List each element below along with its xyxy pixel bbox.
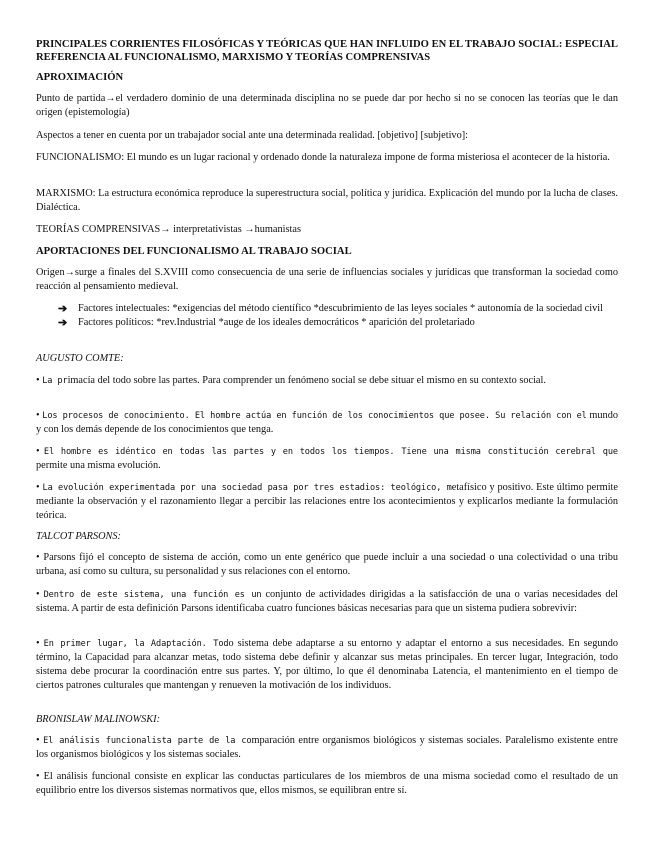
parsons-point-1 <box>36 551 618 579</box>
paragraph-aspectos: Aspectos a tener en cuenta por un trabajador social ante una determinada realidad. [objetivo] [subjetivo]: <box>36 130 469 141</box>
factor-politicos: Factores políticos: *rev.Industrial *auge de los ideales democráticos * aparición del proletariado <box>78 317 475 328</box>
comte-point-4-lead: La evolución experimentada por una sociedad pasa por tres estadios: teológico, m <box>42 483 452 493</box>
paragraph-marxismo: MARXISMO: La estructura económica reproduce la superestructura social, política y jurídica. Explicación del mundo por la lucha de clases. Dialéctica. <box>36 188 618 213</box>
list-item <box>58 316 614 330</box>
section-heading-aportaciones: APORTACIONES DEL FUNCIONALISMO AL TRABAJO SOCIAL <box>36 246 352 257</box>
comte-point-3-text: permite una misma evolución. <box>36 460 161 471</box>
list-item <box>58 302 614 316</box>
malinowski-point-1-lead: El análisis funcionalista parte de la co <box>43 736 252 746</box>
malinowski-point-2 <box>36 770 618 798</box>
parsons-point-2 <box>36 588 618 616</box>
paragraph-funcionalismo: FUNCIONALISMO: El mundo es un lugar racional y ordenado donde la naturaleza impone de forma misteriosa el acontecer de la historia. <box>36 152 610 163</box>
malinowski-point-2-text: El análisis funcional consiste en explicar las conductas particulares de los miembros de una misma sociedad como el resultado de un equilibrio entre los diversos sistemas normativos que, ellos mismos, se equilibran entre sí. <box>36 771 618 796</box>
bullet-dot-icon: • <box>36 375 40 386</box>
bullet-dot-icon: • <box>36 552 40 563</box>
parsons-point-3 <box>36 637 618 693</box>
comte-point-1-text: imacía del todo sobre las partes. Para comprender un fenómeno social se debe situar el mismo en su contexto social. <box>67 375 546 386</box>
bullet-dot-icon: • <box>36 771 40 782</box>
malinowski-point-1-text: mparación entre organismos biológicos y sistemas sociales. Paralelismo existente entre los organismos biológicos y los sistemas sociales. <box>36 735 618 760</box>
comte-point-4-text: etafísico y positivo. Este último permite mediante la observación y el razonamiento llegar a percibir las relaciones entre los acontecimientos y explicarlos mediante la formulación teórica. <box>36 482 618 521</box>
bullet-dot-icon: • <box>36 589 40 600</box>
comte-point-2-text: mundo y con los demás depende de los conocimientos que tenga. <box>36 410 619 435</box>
malinowski-point-1 <box>36 734 618 762</box>
parsons-point-2-lead: Dentro de este sistema, una función es un <box>43 590 262 600</box>
paragraph-punto-de-partida: Punto de partida→el verdadero dominio de una determinada disciplina no se puede dar por hecho si no se conocen las teorías que le dan origen (epistemología) <box>36 93 618 118</box>
comte-point-3 <box>36 445 618 473</box>
parsons-point-3-lead: En primer lugar, la Adaptación. Tod <box>43 639 229 649</box>
comte-point-2 <box>36 409 618 437</box>
parsons-point-3-text: o sistema debe adaptarse a su entorno y adaptar el entorno a sus necesidades. En segundo término, la Capacidad para alcanzar metas, todo sistema debe definir y alcanzar sus metas principales. En tercer lugar, Integración, todo sistema debe procurar la coordinación entre sus partes. Y, por último, lo que él denominaba Latencia, el mantenimiento en el tiempo de ciertos patrones culturales que mantengan y renueven la motivación de los individuos. <box>36 638 618 691</box>
comte-point-2-lead: Los procesos de conocimiento. El hombre actúa en función de los conocimientos que posee. Su relación con el <box>42 411 587 421</box>
arrow-bullet-icon: ➔ <box>58 303 68 315</box>
factors-list <box>58 302 614 330</box>
parsons-point-1-text: Parsons fijó el concepto de sistema de acción, como un ente genérico que puede incluir a una sociedad o una colectividad o una tribu urbana, así como su cultura, su personalidad y sus relaciones con el entorno. <box>36 552 618 577</box>
bullet-dot-icon: • <box>36 735 40 746</box>
bullet-dot-icon: • <box>36 482 40 493</box>
comte-point-4 <box>36 481 618 523</box>
bullet-dot-icon: • <box>36 410 40 421</box>
author-heading-comte: AUGUSTO COMTE: <box>36 353 124 364</box>
bullet-dot-icon: • <box>36 638 40 649</box>
paragraph-teorias-comprensivas: TEORÍAS COMPRENSIVAS→ interpretativistas →humanistas <box>36 224 301 235</box>
paragraph-origen: Origen→surge a finales del S.XVIII como consecuencia de una serie de influencias sociales y jurídicas que transforman la sociedad como reacción al pensamiento medieval. <box>36 267 618 292</box>
factor-intelectuales: Factores intelectuales: *exigencias del método científico *descubrimiento de las leyes sociales * autonomía de la sociedad civil <box>78 303 603 314</box>
comte-point-1-lead: La pr <box>42 376 68 386</box>
section-heading-aproximacion: APROXIMACIÓN <box>36 72 124 83</box>
bullet-dot-icon: • <box>36 446 40 457</box>
comte-point-1 <box>36 374 618 388</box>
author-heading-parsons: TALCOT PARSONS: <box>36 531 121 542</box>
comte-point-3-lead: El hombre es idéntico en todas las partes y en todos los tiempos. Tiene una misma constitución cerebral que <box>43 447 619 457</box>
author-heading-malinowski: BRONISLAW MALINOWSKI: <box>36 714 161 725</box>
document-title: PRINCIPALES CORRIENTES FILOSÓFICAS Y TEÓRICAS QUE HAN INFLUIDO EN EL TRABAJO SOCIAL: ESPECIAL REFERENCIA AL FUNCIONALISMO, MARXISMO Y TEORÍAS COMPRENSIVAS <box>36 39 618 63</box>
arrow-bullet-icon: ➔ <box>58 317 68 329</box>
parsons-point-2-text: conjunto de actividades dirigidas a la satisfacción de una o varias necesidades del sistema. A partir de esta definición Parsons identificaba cuatro funciones básicas necesarias para que un sistema pudiera sobrevivir: <box>36 589 618 614</box>
